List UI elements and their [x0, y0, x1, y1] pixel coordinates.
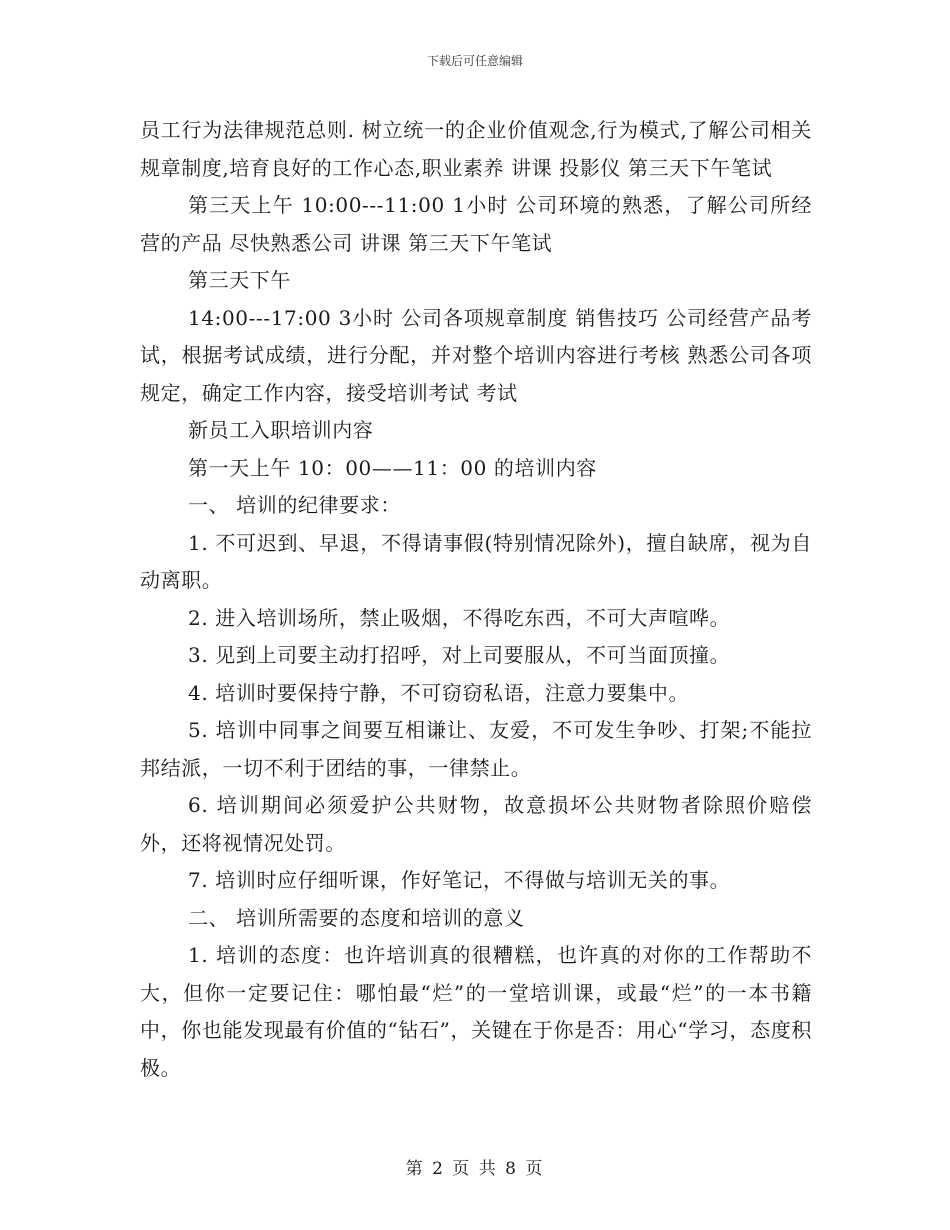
rule-item-5: 5. 培训中同事之间要互相谦让、友爱，不可发生争吵、打架;不能拉邦结派，一切不利于团结的事，一律禁止。 — [140, 718, 812, 780]
paragraph-day1-morning: 第一天上午 10：00——11：00 的培训内容 — [188, 455, 597, 480]
paragraph-continuation: 员工行为法律规范总则. 树立统一的企业价值观念,行为模式,了解公司相关规章制度,培育良好的工作心态,职业素养 讲课 投影仪 第三天下午笔试 — [140, 118, 812, 180]
heading-attitude: 二、 培训所需要的态度和培训的意义 — [188, 905, 525, 930]
document-body — [140, 112, 812, 1087]
section-title-training-content: 新员工入职培训内容 — [188, 418, 374, 442]
paragraph-exam-schedule: 14:00---17:00 3小时 公司各项规章制度 销售技巧 公司经营产品考试，根据考试成绩，进行分配，并对整个培训内容进行考核 熟悉公司各项规定，确定工作内容，接受培训考试 考试 — [140, 305, 812, 405]
heading-discipline: 一、 培训的纪律要求： — [188, 493, 401, 517]
rule-item-1: 1. 不可迟到、早退，不得请事假(特别情况除外)，擅自缺席，视为自动离职。 — [140, 530, 812, 592]
paragraph-day3-afternoon: 第三天下午 — [188, 268, 291, 292]
paragraph-day3-morning: 第三天上午 10:00---11:00 1小时 公司环境的熟悉，了解公司所经营的产品 尽快熟悉公司 讲课 第三天下午笔试 — [140, 193, 812, 255]
rule-item-2: 2. 进入培训场所，禁止吸烟，不得吃东西，不可大声喧哗。 — [188, 605, 731, 630]
attitude-item-1: 1. 培训的态度：也许培训真的很糟糕，也许真的对你的工作帮助不大，但你一定要记住：哪怕最“烂”的一堂培训课，或最“烂”的一本书籍中，你也能发现最有价值的“钻石”，关键在于你是否：用心“学习，态度积极。 — [140, 943, 812, 1080]
page-header: 下载后可任意编辑 — [426, 54, 523, 68]
rule-item-3: 3. 见到上司要主动打招呼，对上司要服从，不可当面顶撞。 — [188, 643, 731, 667]
page-footer: 第 2 页 共 8 页 — [405, 1159, 545, 1179]
rule-item-4: 4. 培训时要保持宁静，不可窃窃私语，注意力要集中。 — [188, 680, 690, 705]
rule-item-7: 7. 培训时应仔细听课，作好笔记，不得做与培训无关的事。 — [188, 868, 731, 892]
rule-item-6: 6. 培训期间必须爱护公共财物，故意损坏公共财物者除照价赔偿外，还将视情况处罚。 — [140, 793, 812, 855]
